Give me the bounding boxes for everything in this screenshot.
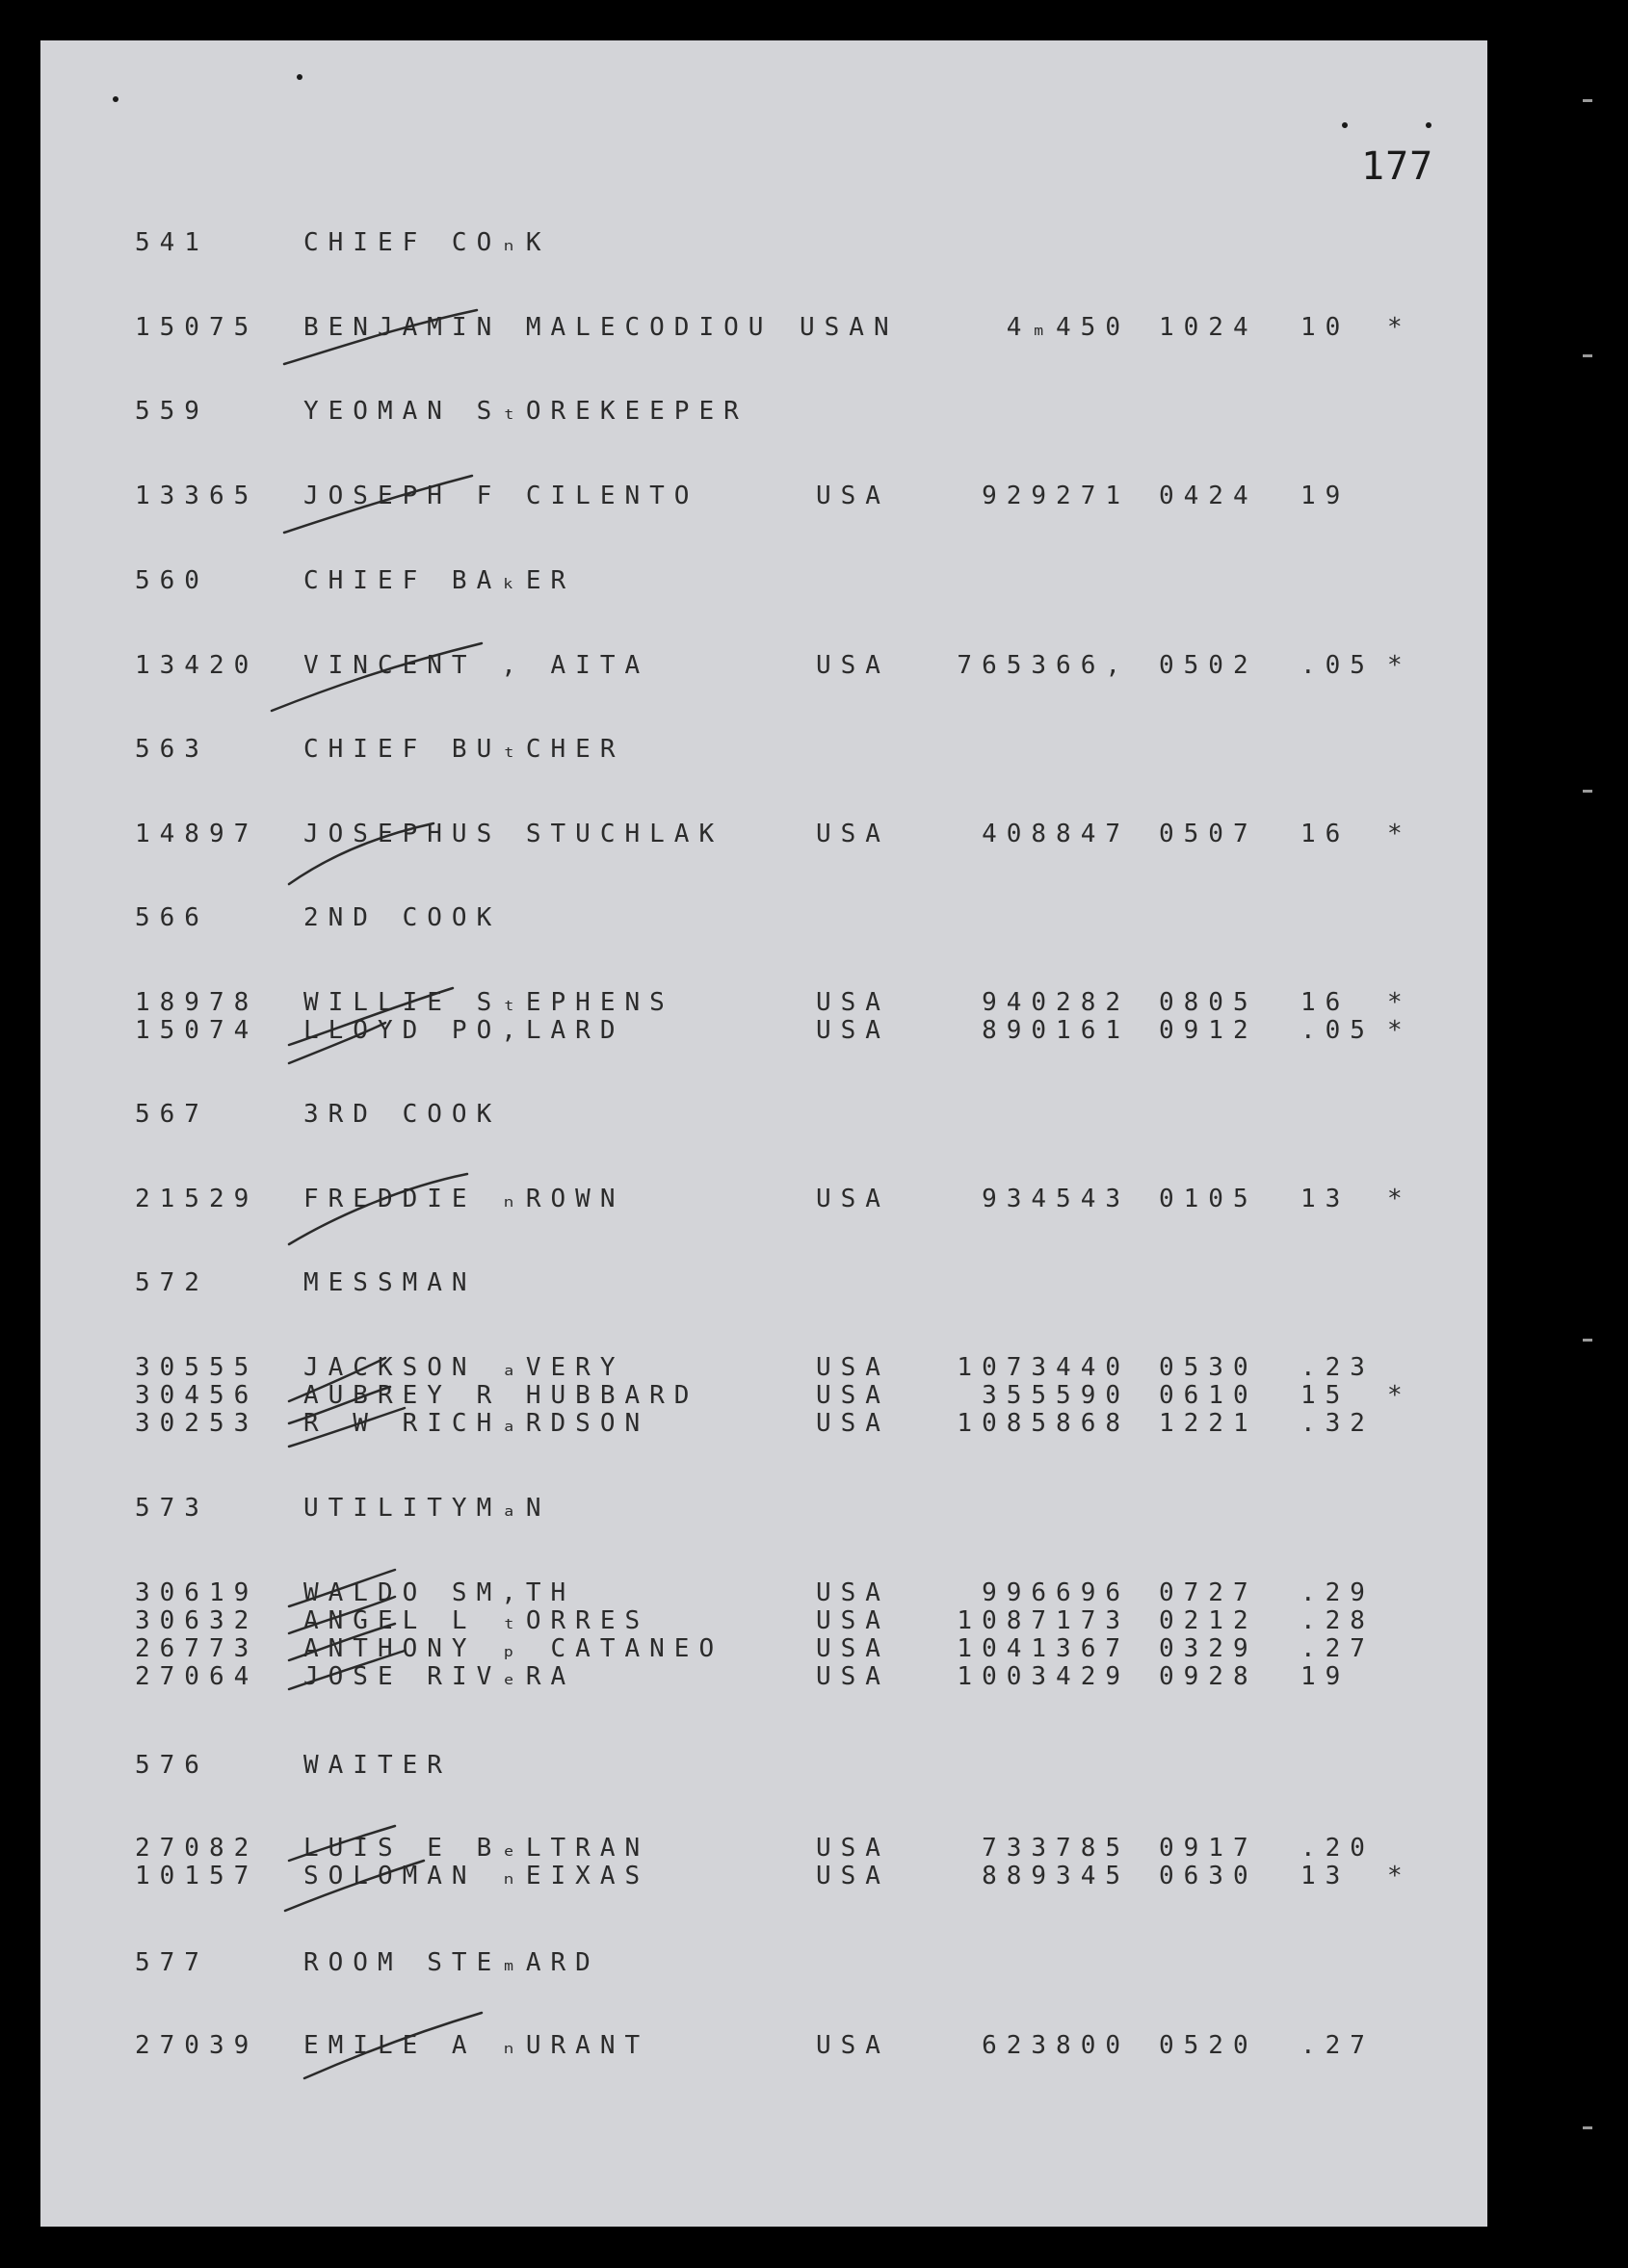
crew-entry: 30253 R W RICHₐRDSON USA 1085868 1221 .32: [135, 1409, 1375, 1438]
crew-entry: 30456 AUBREY R HUBBARD USA 355590 0610 15 *: [135, 1381, 1412, 1410]
crew-entry: 27039 EMILE A ₙURANT USA 623800 0520 .27: [135, 2031, 1375, 2060]
crew-entry: 21529 FREDDIE ₙROWN USA 934543 0105 13 *: [135, 1185, 1412, 1213]
crew-entry: 27082 LUIS E BₑLTRAN USA 733785 0917 .20: [135, 1834, 1375, 1863]
section-header: 560 CHIEF BAₖER: [135, 566, 576, 595]
section-header: 577 ROOM STEₘARD: [135, 1948, 600, 1977]
section-header: 572 MESSMAN: [135, 1268, 477, 1297]
section-header: 563 CHIEF BUₜCHER: [135, 735, 625, 764]
check-stroke: [289, 1651, 405, 1689]
check-stroke: [284, 310, 477, 364]
crew-entry: 15075 BENJAMIN MALECODIOU USAN 4ₘ450 1024 10 *: [135, 313, 1412, 342]
crew-entry: 30555 JACKSON ₐVERY USA 1073440 0530 .23: [135, 1353, 1375, 1382]
section-header: 559 YEOMAN SₜOREKEEPER: [135, 397, 748, 426]
section-header: 541 CHIEF COₙK: [135, 228, 551, 257]
check-stroke: [289, 1826, 395, 1861]
crew-entry: 14897 JOSEPHUS STUCHLAK USA 408847 0507 16 *: [135, 820, 1412, 848]
check-stroke: [285, 1861, 424, 1911]
crew-entry: 18978 WILLIE SₜEPHENS USA 940282 0805 16 *: [135, 988, 1412, 1017]
check-stroke: [284, 476, 472, 533]
crew-entry: 26773 ANTHONY ₚ CATANEO USA 1041367 0329 .27: [135, 1634, 1375, 1663]
crew-entry: 13365 JOSEPH F CILENTO USA 929271 0424 19: [135, 482, 1351, 510]
check-stroke: [289, 1174, 467, 1244]
check-stroke: [304, 2013, 482, 2078]
crew-entry: 15074 LLOYD PO,LARD USA 890161 0912 .05 *: [135, 1016, 1412, 1045]
check-stroke: [289, 1408, 405, 1447]
check-stroke: [289, 988, 453, 1045]
section-header: 573 UTILITYMₐN: [135, 1494, 551, 1523]
crew-entry: 27064 JOSE RIVₑRA USA 1003429 0928 19: [135, 1662, 1351, 1691]
crew-entry: 10157 SOLOMAN ₙEIXAS USA 889345 0630 13 *: [135, 1862, 1412, 1890]
check-stroke: [272, 643, 482, 711]
crew-entry: 30619 WALDO SM,TH USA 996696 0727 .29: [135, 1578, 1375, 1607]
check-stroke: [289, 823, 433, 884]
section-header: 576 WAITER: [135, 1751, 452, 1780]
page-number: 177: [1361, 144, 1434, 189]
crew-entry: 30632 ANGEL L ₜORRES USA 1087173 0212 .28: [135, 1606, 1375, 1635]
check-stroke: [289, 1570, 395, 1606]
section-header: 567 3RD COOK: [135, 1100, 502, 1129]
crew-entry: 13420 VINCENT , AITA USA 765366, 0502 .05 *: [135, 651, 1412, 680]
section-header: 566 2ND COOK: [135, 903, 502, 932]
check-stroke: [289, 1624, 395, 1660]
